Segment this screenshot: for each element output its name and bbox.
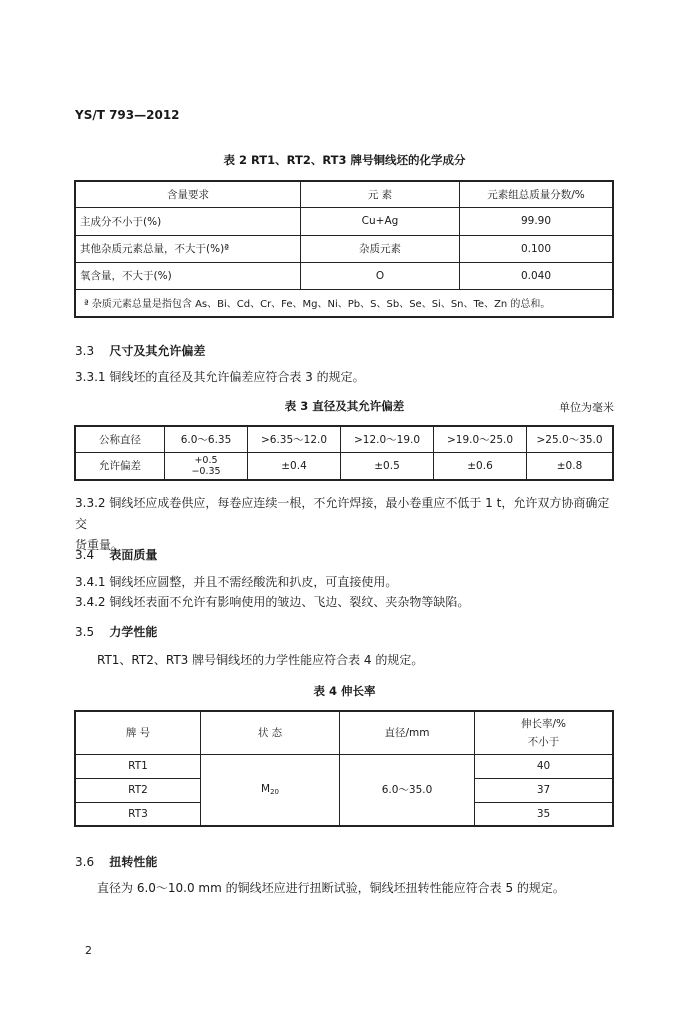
paragraph-3-4-1: 3.4.1 铜线坯应圆整，并且不需经酸洗和扒皮，可直接使用。 xyxy=(75,575,398,589)
table-row xyxy=(75,452,613,480)
standard-number: YS/T 793—2012 xyxy=(75,108,180,122)
table4-elongation-cell: 40 xyxy=(475,754,614,778)
table2-cell: 0.100 xyxy=(460,235,614,262)
paragraph-line: 货重量。 xyxy=(75,538,124,552)
section-title: 扭转性能 xyxy=(109,855,158,869)
table4-header-grade: 牌 号 xyxy=(75,711,201,754)
paragraph-line: 3.3.2 铜线坯应成卷供应，每卷应连续一根，不允许焊接，最小卷重应不低于 1 t，允许双方协商确定交 xyxy=(75,496,610,531)
elongation-min-label: 不小于 xyxy=(527,735,560,748)
table-row xyxy=(75,235,613,262)
section-number: 3.4 xyxy=(75,548,95,562)
page-number: 2 xyxy=(85,944,92,957)
table3-cell: 6.0～6.35 xyxy=(165,426,248,452)
table2-header-element: 元 素 xyxy=(301,181,460,207)
section-3-6-heading xyxy=(75,853,157,870)
state-symbol: M xyxy=(261,783,271,796)
table2-cell: 99.90 xyxy=(460,207,614,235)
table4 xyxy=(74,710,614,827)
table3-cell-asymmetric-tolerance xyxy=(165,452,248,480)
table3-cell: >12.0～19.0 xyxy=(341,426,434,452)
table3 xyxy=(74,425,614,481)
table4-elongation-cell: 37 xyxy=(475,778,614,802)
table-header-row xyxy=(75,711,613,754)
paragraph-3-4-2: 3.4.2 铜线坯表面不允许有影响使用的皱边、飞边、裂纹、夹杂物等缺陷。 xyxy=(75,595,470,609)
paragraph-3-5: RT1、RT2、RT3 牌号铜线坯的力学性能应符合表 4 的规定。 xyxy=(97,653,424,667)
section-title: 表面质量 xyxy=(109,548,158,562)
table2-cell: 0.040 xyxy=(460,262,614,289)
paragraph-3-3-1: 3.3.1 铜线坯的直径及其允许偏差应符合表 3 的规定。 xyxy=(75,370,365,384)
table-row xyxy=(75,754,613,778)
table4-diameter-cell: 6.0～35.0 xyxy=(340,754,475,826)
table3-cell: ±0.6 xyxy=(434,452,527,480)
table4-grade-cell: RT1 xyxy=(75,754,201,778)
table-header-row xyxy=(75,181,613,207)
tolerance-minus: −0.35 xyxy=(191,465,221,477)
table2-caption: 表 2 RT1、RT2、RT3 牌号铜线坯的化学成分 xyxy=(223,153,466,167)
table2-cell: 其他杂质元素总量，不大于(%)ª xyxy=(75,235,301,262)
table-row xyxy=(75,262,613,289)
section-3-4-heading xyxy=(75,546,157,563)
table-row xyxy=(75,207,613,235)
table4-grade-cell: RT3 xyxy=(75,802,201,826)
table3-cell: ±0.8 xyxy=(527,452,614,480)
section-number: 3.5 xyxy=(75,625,95,639)
table4-grade-cell: RT2 xyxy=(75,778,201,802)
table-row xyxy=(75,426,613,452)
table3-cell: ±0.4 xyxy=(248,452,341,480)
table4-header-elongation xyxy=(475,711,614,754)
state-subscript: 20 xyxy=(270,788,279,797)
table2-footnote: ª 杂质元素总量是指包含 As、Bi、Cd、Cr、Fe、Mg、Ni、Pb、S、Sb、Se、Si、Sn、Te、Zn 的总和。 xyxy=(75,289,613,317)
table2-cell: O xyxy=(301,262,460,289)
table2-cell: 氧含量，不大于(%) xyxy=(75,262,301,289)
section-number: 3.3 xyxy=(75,344,95,358)
table2-cell: Cu+Ag xyxy=(301,207,460,235)
elongation-label: 伸长率/% xyxy=(520,717,566,730)
table3-cell: >25.0～35.0 xyxy=(527,426,614,452)
table4-elongation-cell: 35 xyxy=(475,802,614,826)
table4-header-state: 状 态 xyxy=(201,711,340,754)
table3-cell: >6.35～12.0 xyxy=(248,426,341,452)
section-3-3-heading xyxy=(75,342,205,359)
table3-row-label-tolerance: 允许偏差 xyxy=(75,452,165,480)
table2-cell: 杂质元素 xyxy=(301,235,460,262)
table3-unit: 单位为毫米 xyxy=(559,401,614,414)
table4-state-cell xyxy=(201,754,340,826)
table2-header-requirement: 含量要求 xyxy=(75,181,301,207)
table4-caption: 表 4 伸长率 xyxy=(313,684,376,698)
table3-cell: >19.0～25.0 xyxy=(434,426,527,452)
section-title: 尺寸及其允许偏差 xyxy=(109,344,206,358)
paragraph-3-6: 直径为 6.0～10.0 mm 的铜线坯应进行扭断试验，铜线坯扭转性能应符合表 5 的规定。 xyxy=(97,881,565,895)
table3-caption: 表 3 直径及其允许偏差 xyxy=(284,399,405,413)
table-row xyxy=(75,289,613,317)
section-title: 力学性能 xyxy=(109,625,158,639)
table2-header-mass-fraction: 元素组总质量分数/% xyxy=(460,181,614,207)
table2 xyxy=(74,180,614,318)
table3-row-label-diameter: 公称直径 xyxy=(75,426,165,452)
section-number: 3.6 xyxy=(75,855,95,869)
table4-header-diameter: 直径/mm xyxy=(340,711,475,754)
section-3-5-heading xyxy=(75,623,157,640)
table2-cell: 主成分不小于(%) xyxy=(75,207,301,235)
table3-cell: ±0.5 xyxy=(341,452,434,480)
tolerance-plus: +0.5 xyxy=(194,454,218,466)
